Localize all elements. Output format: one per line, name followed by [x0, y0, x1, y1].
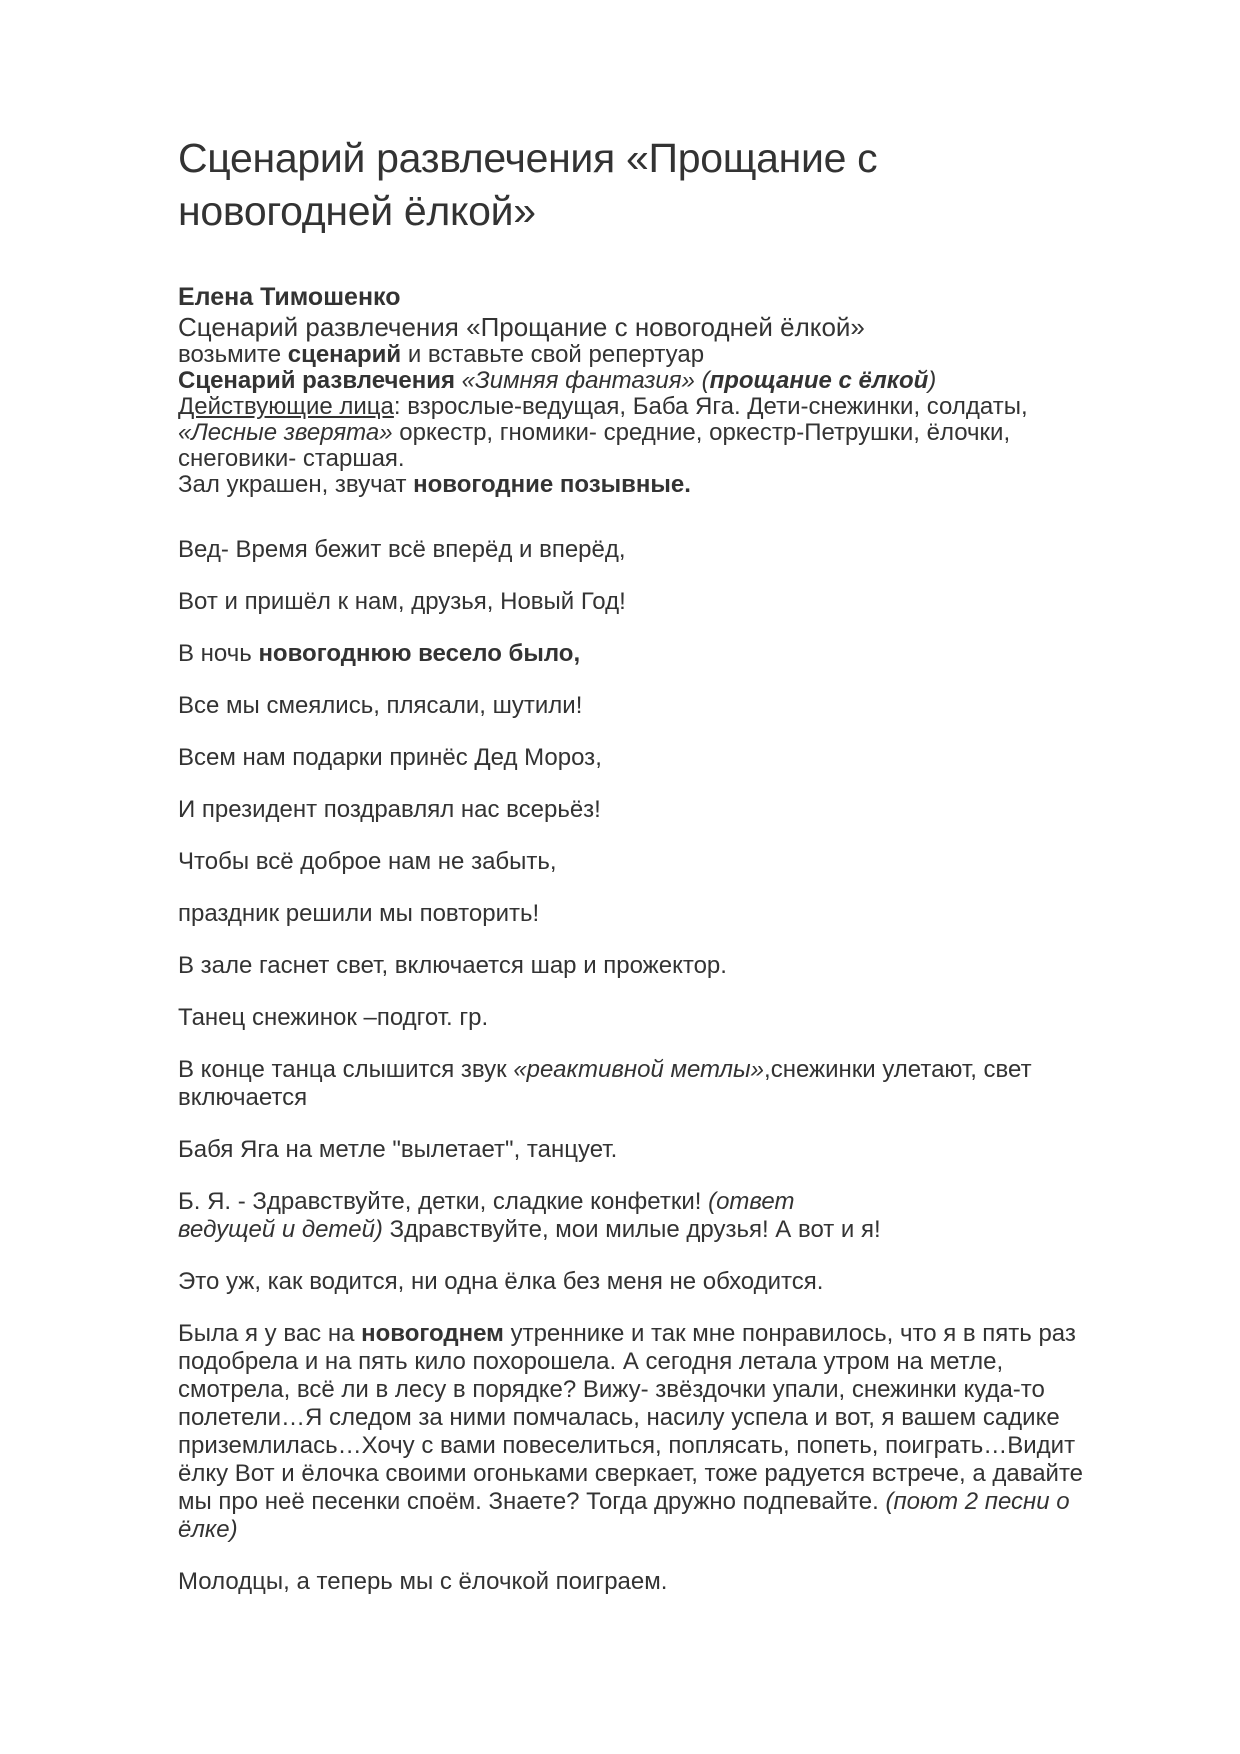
- script-body: [178, 536, 1138, 1620]
- italic-run: (: [701, 367, 710, 394]
- text-run: и вставьте свой репертуар: [401, 341, 705, 368]
- bold-run: новогодние позывные.: [413, 471, 691, 498]
- bold-run: новогоднем: [361, 1320, 504, 1347]
- bold-italic-run: прощание с ёлкой: [709, 367, 929, 394]
- text-run: Б. Я. - Здравствуйте, детки, сладкие конфетки!: [178, 1188, 709, 1215]
- bold-run: новогоднюю весело было,: [258, 640, 581, 667]
- text-run: В конце танца слышится звук: [178, 1056, 514, 1083]
- paragraph: В зале гаснет свет, включается шар и прожектор.: [178, 952, 727, 979]
- intro-note: [178, 342, 1128, 368]
- paragraph: Бабя Яга на метле "вылетает", танцует.: [178, 1136, 618, 1163]
- text-run: оркестр, гномики- средние, оркестр-Петрушки, ёлочки, снеговики- старшая.: [178, 419, 1011, 472]
- italic-run: (поют 2 песни о ёлке): [178, 1488, 1070, 1543]
- paragraph: Молодцы, а теперь мы с ёлочкой поиграем.: [178, 1568, 668, 1595]
- paragraph: Чтобы всё доброе нам не забыть,: [178, 848, 557, 875]
- hall-description: [178, 472, 1128, 498]
- script-heading: [178, 368, 1128, 394]
- text-run: : взрослые-ведущая, Баба Яга. Дети-снежинки, солдаты,: [393, 393, 1028, 420]
- paragraph: Танец снежинок –подгот. гр.: [178, 1004, 489, 1031]
- paragraph: Все мы смеялись, плясали, шутили!: [178, 692, 583, 719]
- text-run: ,снежинки улетают, свет включается: [178, 1056, 1032, 1111]
- italic-run: «реактивной метлы»: [513, 1056, 765, 1083]
- text-run: Здравствуйте, мои милые друзья! А вот и я!: [382, 1216, 881, 1243]
- paragraph: [178, 1056, 1138, 1112]
- paragraph: Всем нам подарки принёс Дед Мороз,: [178, 744, 602, 771]
- text-run: В ночь: [178, 640, 259, 667]
- italic-run: «Лесные зверята»: [178, 419, 393, 446]
- paragraph: И президент поздравлял нас всерьёз!: [178, 796, 601, 823]
- italic-run: (ответ ведущей и детей): [178, 1188, 795, 1243]
- intro-block: [178, 282, 1128, 498]
- characters-label: Действующие лица: [178, 393, 394, 420]
- italic-run: «Зимняя фантазия»: [455, 367, 702, 394]
- characters-list: [178, 394, 1128, 472]
- paragraph: Это уж, как водится, ни одна ёлка без меня не обходится.: [178, 1268, 824, 1295]
- italic-run: ): [928, 367, 937, 394]
- author-name: Елена Тимошенко: [178, 283, 401, 311]
- paragraph: [178, 640, 1138, 668]
- bold-run: Сценарий развлечения: [178, 367, 455, 394]
- paragraph: Вот и пришёл к нам, друзья, Новый Год!: [178, 588, 626, 615]
- document-title: Сценарий развлечения «Прощание с новогодней ёлкой»: [178, 135, 878, 234]
- paragraph: [178, 1320, 1083, 1544]
- text-run: Зал украшен, звучат: [178, 471, 414, 498]
- paragraph: [178, 1188, 898, 1244]
- paragraph: Вед- Время бежит всё вперёд и вперёд,: [178, 536, 626, 563]
- text-run: возьмите: [178, 341, 288, 368]
- text-run: утреннике и так мне понравилось, что я в пять раз подобрела и на пять кило похорошела. А сегодня летала утром на метле, смотрела, всё ли в лесу в порядке? Вижу- звёздочки упали, снежинки куда-то полетели…Я следом за ними помчалась, насилу успела и вот, я вашем садике приземлилась…Хочу с вами повеселиться, поплясать, попеть, поиграть…Видит ёлку Вот и ёлочка своими огоньками сверкает, тоже радуется встрече, а давайте мы про неё песенки споём. Знаете? Тогда дружно подпевайте.: [178, 1320, 1084, 1515]
- subtitle: Сценарий развлечения «Прощание с новогодней ёлкой»: [178, 312, 865, 342]
- paragraph: праздник решили мы повторить!: [178, 900, 540, 927]
- bold-run: сценарий: [287, 341, 402, 368]
- text-run: Была я у вас на: [178, 1320, 362, 1347]
